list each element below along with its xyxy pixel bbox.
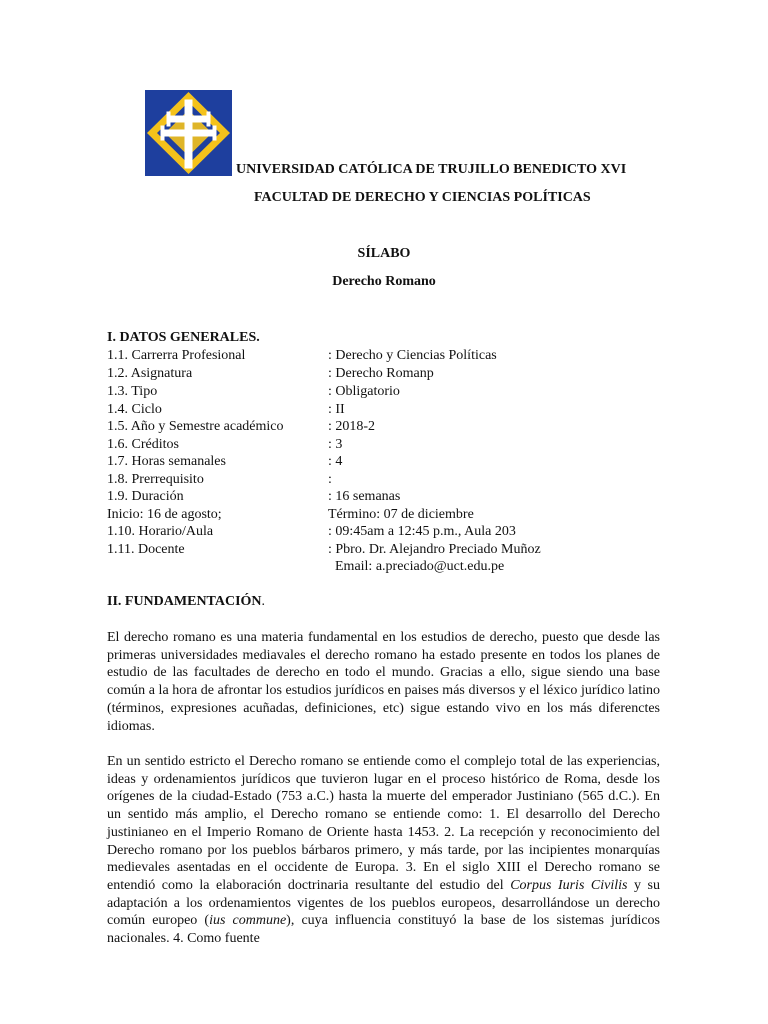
- data-row-label: 1.2. Asignatura: [107, 366, 193, 381]
- section-heading-fundamentacion: [107, 594, 265, 610]
- data-row-value: : Derecho Romanp: [328, 366, 434, 381]
- paragraph-italic-term: Corpus Iuris Civilis: [510, 877, 628, 893]
- data-row: [107, 347, 667, 365]
- data-row-value: :: [328, 472, 332, 487]
- paragraph-text: y su adaptación a los ordenamientos vigentes de los pueblos europeos, desarrollándose un derecho común europeo (: [107, 877, 661, 929]
- paragraph-text: ), cuya influencia constituyó la base de los sistemas jurídicos nacionales. 4. Como fuente: [107, 913, 660, 947]
- data-row-label: 1.4. Ciclo: [107, 402, 162, 417]
- data-row-label: 1.3. Tipo: [107, 384, 158, 399]
- data-row: [107, 506, 667, 524]
- data-row-value: : 4: [328, 454, 343, 469]
- data-row: [107, 383, 667, 401]
- data-row-label: 1.7. Horas semanales: [107, 454, 226, 469]
- data-row: [107, 418, 667, 436]
- data-row-value: : Obligatorio: [328, 384, 400, 399]
- data-row-value: Email: a.preciado@uct.edu.pe: [328, 559, 505, 574]
- paragraph-definition: [107, 753, 660, 948]
- university-logo: [145, 90, 232, 176]
- course-name: Derecho Romano: [332, 274, 436, 289]
- data-row-value: Término: 07 de diciembre: [328, 507, 474, 522]
- data-row: [107, 541, 667, 559]
- data-row: [107, 365, 667, 383]
- section-heading-period: .: [261, 594, 266, 609]
- university-name: UNIVERSIDAD CATÓLICA DE TRUJILLO BENEDICTO XVI: [236, 162, 627, 177]
- data-row-label: 1.10. Horario/Aula: [107, 524, 214, 539]
- data-row-value: : Derecho y Ciencias Políticas: [328, 348, 497, 363]
- paragraph-intro: El derecho romano es una materia fundamental en los estudios de derecho, puesto que desde las primeras universidades mediavales el derecho romano ha estado presente en todos los planes de estudio de las facultades de derecho en todo el mundo. Gracias a ello, sigue siendo una base común a la hora de afrontar los estudios jurídicos en paises más diversos y el léxico jurídico latino (términos, expresiones acuñadas, definiciones, etc) sigue estando vivo en los más diferenctes idiomas.: [107, 630, 660, 734]
- double-cross-icon: [145, 90, 232, 176]
- paragraph-italic-term: ius commune: [209, 913, 287, 929]
- data-row-label: 1.8. Prerrequisito: [107, 472, 204, 487]
- data-row-value: : Pbro. Dr. Alejandro Preciado Muñoz: [328, 542, 541, 557]
- data-row-value: : 3: [328, 437, 343, 452]
- data-row: [107, 471, 667, 489]
- data-row: [107, 401, 667, 419]
- data-row: [107, 488, 667, 506]
- data-row-label: 1.6. Créditos: [107, 437, 179, 452]
- data-row-value: : II: [328, 402, 345, 417]
- data-row-label: 1.9. Duración: [107, 489, 184, 504]
- data-row-label: 1.1. Carrerra Profesional: [107, 348, 246, 363]
- faculty-name: FACULTAD DE DERECHO Y CIENCIAS POLÍTICAS: [254, 190, 591, 205]
- section-heading-datos-generales: I. DATOS GENERALES.: [107, 330, 260, 345]
- data-row-value: : 2018-2: [328, 419, 376, 434]
- data-row-value: : 16 semanas: [328, 489, 401, 504]
- data-row: [107, 453, 667, 471]
- data-row-value: : 09:45am a 12:45 p.m., Aula 203: [328, 524, 516, 539]
- data-row-label: Inicio: 16 de agosto;: [107, 507, 222, 522]
- section-heading-text: II. FUNDAMENTACIÓN: [107, 594, 262, 609]
- data-row-label: 1.5. Año y Semestre académico: [107, 419, 284, 434]
- paragraph-text: En un sentido estricto el Derecho romano se entiende como el complejo total de las experiencias, ideas y ordenamientos jurídicos que tuvieron lugar en el proceso histórico de Roma, desde los orígenes de la ciudad-Estado (753 a.C.) hasta la muerte del emperador Justiniano (565 d.C.). En un sentido más amplio, el Derecho romano se entiende como: 1. El desarrollo del Derecho justinianeo en el Imperio Romano de Oriente hasta 1453. 2. La recepción y reconocimiento del Derecho romano por los pueblos bárbaros primero, y más tarde, por las incipientes monarquías medievales asentadas en el occidente de Europa. 3. En el siglo XIII el Derecho romano se entendió como la elaboración doctrinaria resultante del estudio del: [107, 754, 660, 893]
- data-row: [107, 436, 667, 454]
- document-type: SÍLABO: [357, 246, 411, 261]
- data-row: [107, 558, 667, 576]
- data-row: [107, 523, 667, 541]
- data-row-label: 1.11. Docente: [107, 542, 185, 557]
